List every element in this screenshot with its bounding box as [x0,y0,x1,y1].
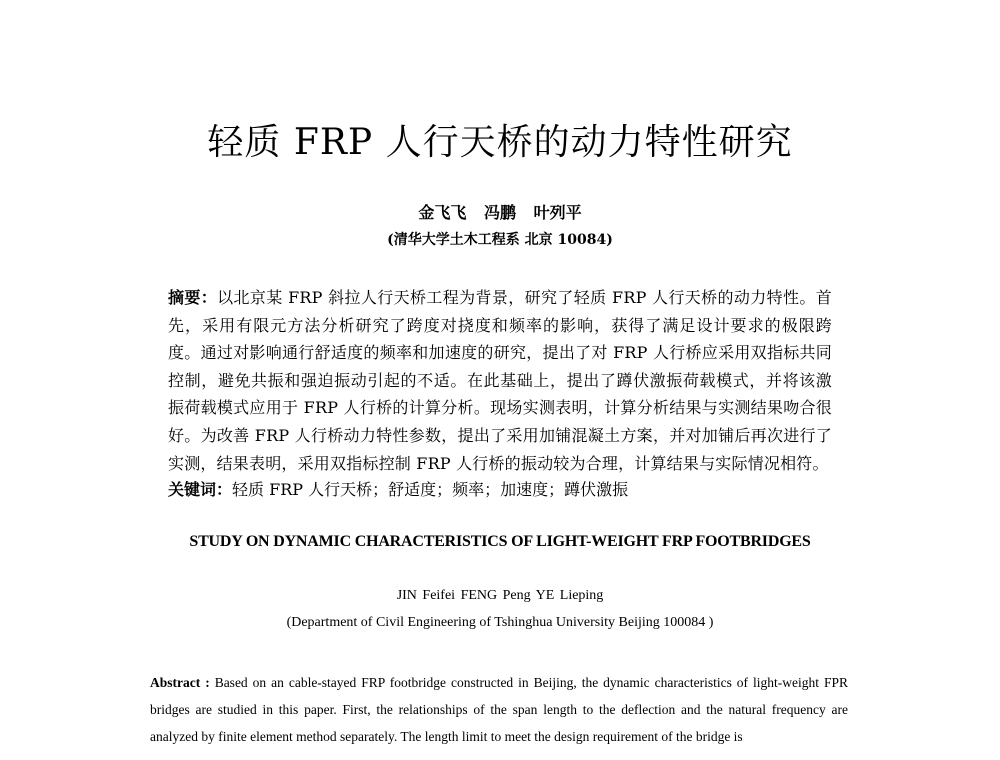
abstract-english-text: Based on an cable-stayed FRP footbridge constructed in Beijing, the dynamic characteristics of light-weight FPR bridges are studied in this paper. First, the relationships of the span length to the deflection and the natural frequency are analyzed by finite element method separately. The length limit to meet the design requirement of the bridge is [150,675,849,744]
paper-title-chinese: 轻质 FRP 人行天桥的动力特性研究 [207,122,793,163]
keywords-chinese [168,476,832,503]
authors-chinese: 金飞飞 冯鹏 叶列平 [418,203,582,222]
abstract-chinese [168,284,832,477]
affiliation-english: (Department of Civil Engineering of Tshinghua University Beijing 100084 ) [286,615,714,630]
authors-english: JIN Feifei FENG Peng YE Lieping [396,588,604,603]
abstract-english [150,670,848,750]
affiliation-chinese: (清华大学土木工程系 北京 10084) [387,232,613,248]
paper-title-english: STUDY ON DYNAMIC CHARACTERISTICS OF LIGHT-WEIGHT FRP FOOTBRIDGES [189,533,811,550]
abstract-chinese-label: 摘要： [168,288,218,307]
keywords-chinese-label: 关键词： [168,480,233,499]
abstract-chinese-text: 以北京某 FRP 斜拉人行天桥工程为背景，研究了轻质 FRP 人行天桥的动力特性。首先，采用有限元方法分析研究了跨度对挠度和频率的影响，获得了满足设计要求的极限跨度。通过对影响通行舒适度的频率和加速度的研究，提出了对 FRP 人行桥应采用双指标共同控制，避免共振和强迫振动引起的不适。在此基础上，提出了蹲伏激振荷载模式，并将该激振荷载模式应用于 FRP 人行桥的计算分析。现场实测表明，计算分析结果与实测结果吻合很好。为改善 FRP 人行桥动力特性参数，提出了采用加铺混凝土方案，并对加铺后再次进行了实测，结果表明，采用双指标控制 FRP 人行桥的振动较为合理，计算结果与实际情况相符。 [168,288,832,473]
abstract-english-label: Abstract : [150,675,210,690]
keywords-chinese-text: 轻质 FRP 人行天桥；舒适度；频率；加速度；蹲伏激振 [232,480,629,499]
